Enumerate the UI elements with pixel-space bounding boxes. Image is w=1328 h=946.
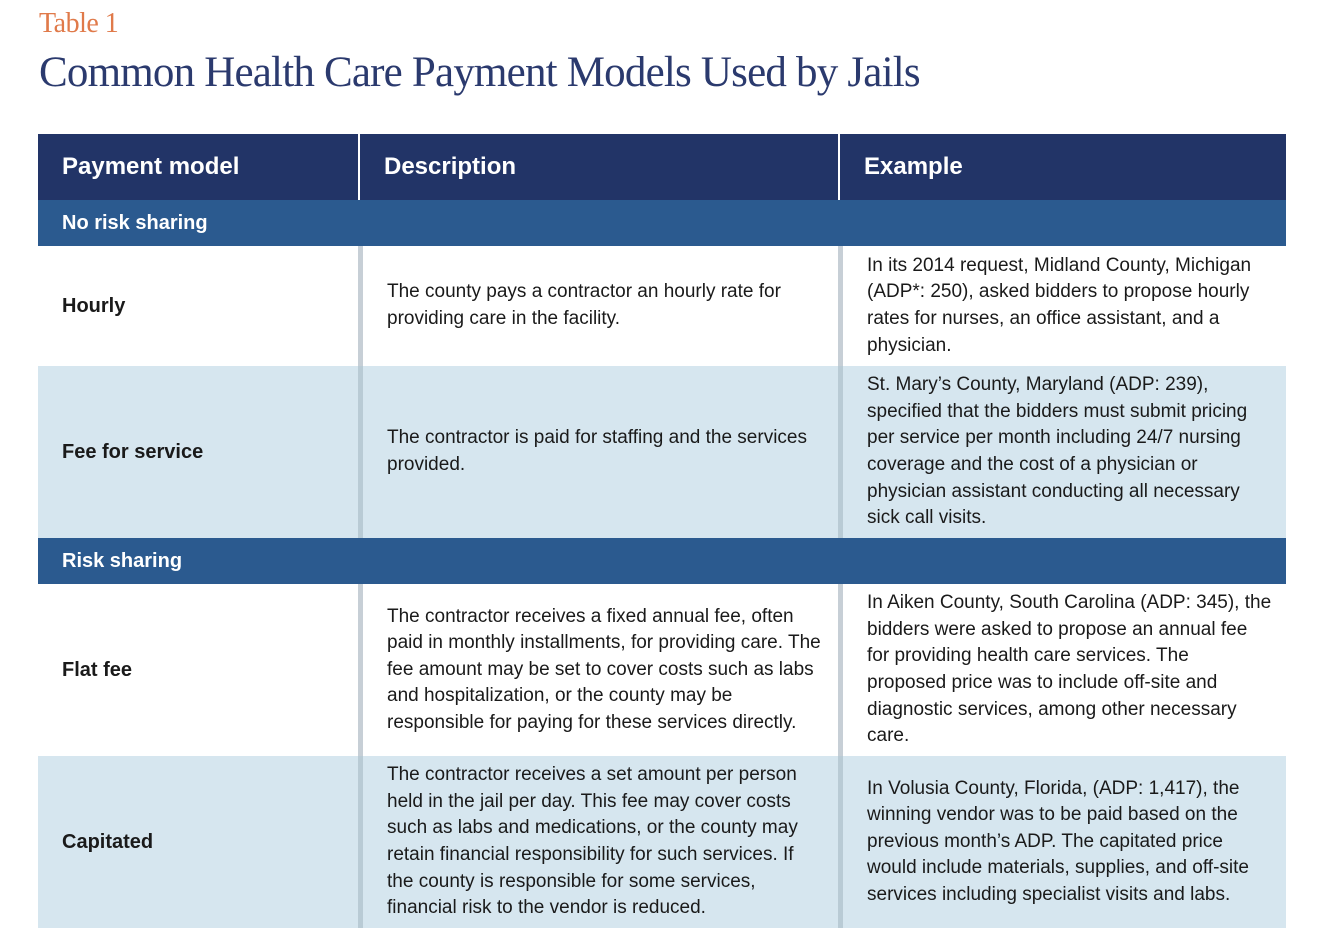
payment-models-table [38, 134, 1286, 928]
example-cell: In Volusia County, Florida, (ADP: 1,417), the winning vendor was to be paid based on the previous month’s ADP. The capitated price would include materials, supplies, and off-site services including specialist visits and labs. [838, 756, 1286, 928]
table-header-row [38, 134, 1286, 200]
section-header-risk-sharing: Risk sharing [38, 538, 1286, 584]
description-cell: The county pays a contractor an hourly rate for providing care in the facility. [358, 246, 838, 366]
description-cell: The contractor is paid for staffing and the services provided. [358, 366, 838, 538]
payment-model-cell: Flat fee [62, 658, 133, 681]
section-header-no-risk-sharing: No risk sharing [38, 200, 1286, 246]
column-header-payment-model: Payment model [62, 153, 240, 180]
column-header-description: Description [358, 134, 838, 200]
example-cell: In Aiken County, South Carolina (ADP: 345), the bidders were asked to propose an annual fee for providing health care services. The proposed price was to include off-site and diagnostic services, among other necessary care. [838, 584, 1286, 756]
table-row [38, 246, 1286, 366]
table-row [38, 756, 1286, 928]
payment-model-cell: Hourly [62, 294, 126, 317]
example-cell: In its 2014 request, Midland County, Michigan (ADP*: 250), asked bidders to propose hourly rates for nurses, an office assistant, and a physician. [838, 246, 1286, 366]
payment-model-cell: Fee for service [62, 440, 204, 463]
table-label: Table 1 [39, 8, 119, 39]
description-cell: The contractor receives a set amount per person held in the jail per day. This fee may cover costs such as labs and medications, or the county may retain financial responsibility for such services. If the county is responsible for some services, financial risk to the vendor is reduced. [358, 756, 838, 928]
description-cell: The contractor receives a fixed annual fee, often paid in monthly installments, for providing care. The fee amount may be set to cover costs such as labs and hospitalization, or the county may be responsible for paying for these services directly. [358, 584, 838, 756]
payment-model-cell: Capitated [62, 830, 154, 853]
example-cell: St. Mary’s County, Maryland (ADP: 239), specified that the bidders must submit pricing per service per month including 24/7 nursing coverage and the cost of a physician or physician assistant conducting all necessary sick call visits. [838, 366, 1286, 538]
table-row [38, 584, 1286, 756]
page-title: Common Health Care Payment Models Used by Jails [39, 49, 920, 96]
column-header-example: Example [838, 134, 1286, 200]
table-row [38, 366, 1286, 538]
